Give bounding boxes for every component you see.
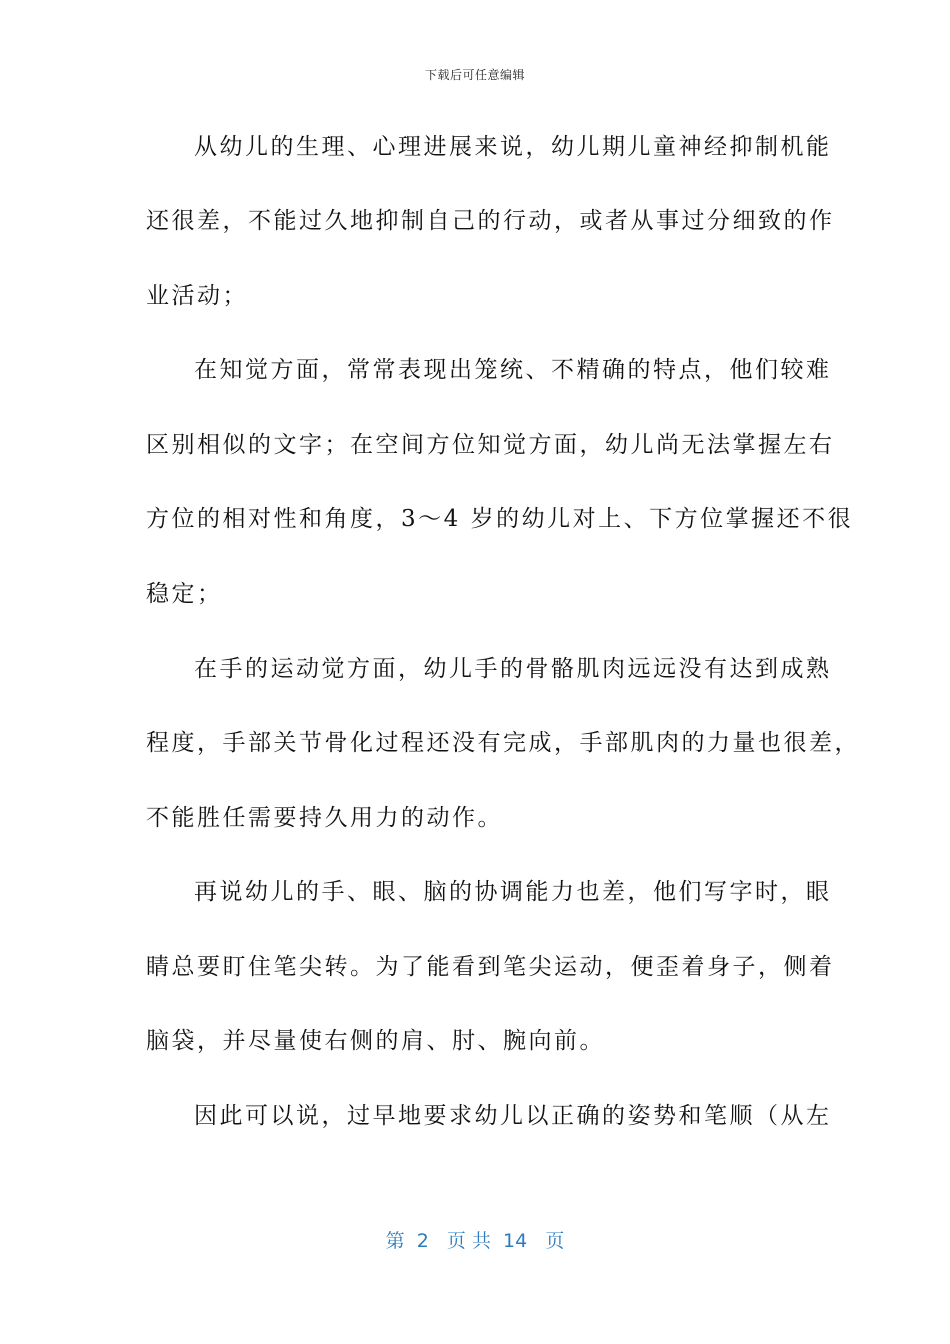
paragraph-line: 在手的运动觉方面，幼儿手的骨骼肌肉远远没有达到成熟 [194, 656, 832, 682]
paragraph-line: 方位的相对性和角度，3～4 岁的幼儿对上、下方位掌握还不很 [146, 506, 854, 532]
paragraph-line: 因此可以说，过早地要求幼儿以正确的姿势和笔顺（从左 [194, 1103, 832, 1129]
paragraph-line: 脑袋，并尽量使右侧的肩、肘、腕向前。 [146, 1028, 605, 1054]
paragraph-line: 不能胜任需要持久用力的动作。 [146, 805, 503, 831]
paragraph-line: 稳定； [146, 581, 223, 607]
paragraph-line: 业活动； [146, 283, 248, 309]
paragraph-line: 睛总要盯住笔尖转。为了能看到笔尖运动，便歪着身子，侧着 [146, 954, 835, 980]
paragraph-line: 程度，手部关节骨化过程还没有完成，手部肌肉的力量也很差， [146, 730, 860, 756]
paragraph-line: 再说幼儿的手、眼、脑的协调能力也差，他们写字时，眼 [194, 879, 832, 905]
paragraph-line: 在知觉方面，常常表现出笼统、不精确的特点，他们较难 [194, 357, 832, 383]
page-number-footer: 第 2 页 共 14 页 [385, 1230, 565, 1252]
paragraph-line: 区别相似的文字；在空间方位知觉方面，幼儿尚无法掌握左右 [146, 432, 835, 458]
paragraph-line: 从幼儿的生理、心理进展来说，幼儿期儿童神经抑制机能 [194, 134, 832, 160]
header-note: 下载后可任意编辑 [424, 68, 525, 82]
paragraph-line: 还很差，不能过久地抑制自己的行动，或者从事过分细致的作 [146, 208, 835, 234]
